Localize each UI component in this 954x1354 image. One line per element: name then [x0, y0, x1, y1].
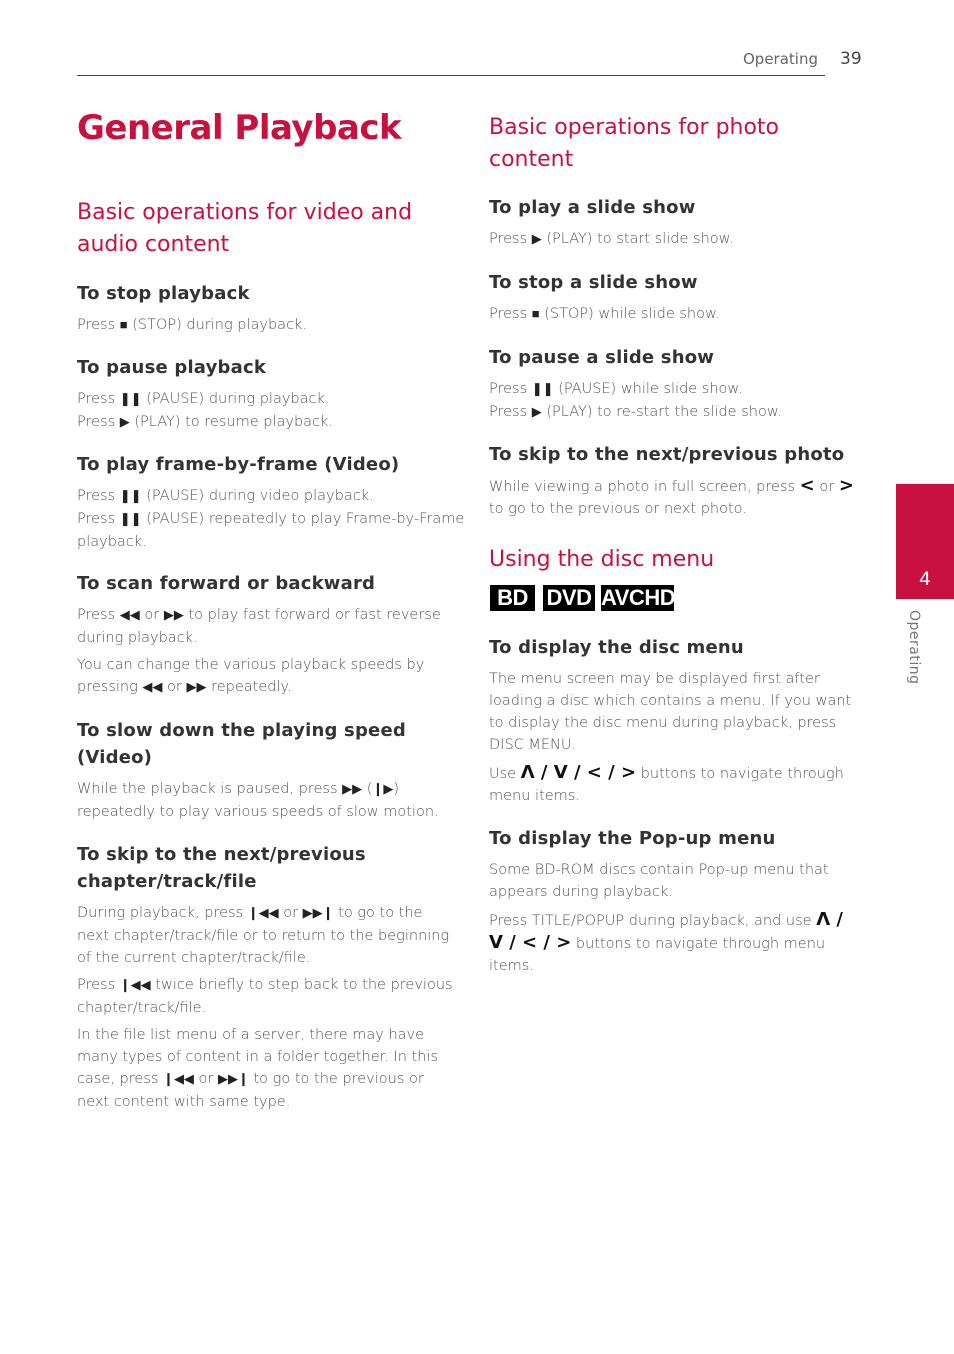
text: In the file list menu of a server, there may have — [77, 1027, 425, 1043]
subheading-pause-playback: To pause playback — [77, 357, 267, 378]
skip-previous-icon: ❙◀◀ — [163, 1072, 194, 1087]
header-divider — [77, 75, 825, 76]
text: many types of content in a folder together. In this — [77, 1049, 439, 1065]
text: (PAUSE) while slide show. — [558, 381, 743, 397]
text: (PLAY) to resume playback. — [134, 414, 334, 430]
header-section-name: Operating — [743, 50, 818, 68]
text: (PLAY) to re-start the slide show. — [546, 404, 782, 420]
stop-icon: ■ — [119, 318, 128, 333]
text: items. — [489, 958, 534, 974]
text: or — [198, 1071, 214, 1087]
text: to go to the previous or next photo. — [489, 501, 747, 517]
fast-forward-icon: ▶▶ — [186, 680, 207, 695]
text: buttons to navigate through — [640, 766, 844, 782]
subheading-play-slide-show: To play a slide show — [489, 197, 696, 218]
text: menu items. — [489, 788, 580, 804]
rewind-icon: ◀◀ — [119, 608, 140, 623]
text: during playback. — [77, 630, 198, 646]
bd-badge: BD — [490, 585, 535, 611]
subheading-scan: To scan forward or backward — [77, 573, 376, 594]
text: DISC MENU. — [489, 737, 577, 753]
heading-line: chapter/track/file — [77, 871, 257, 892]
popup-menu-text-1 — [489, 859, 829, 903]
text: buttons to navigate through menu — [575, 936, 826, 952]
text: Press — [489, 231, 528, 247]
subheading-pause-slide-show: To pause a slide show — [489, 347, 715, 368]
display-disc-menu-text-2 — [489, 762, 844, 807]
rewind-icon: ◀◀ — [142, 680, 163, 695]
page-title: General Playback — [77, 108, 402, 148]
chevron-right-icon: > — [838, 475, 854, 496]
text: loading a disc which contains a menu. If you want — [489, 693, 852, 709]
fast-forward-icon: ▶▶ — [342, 782, 363, 797]
text: next chapter/track/file or to return to the beginning — [77, 928, 450, 944]
step-icon: ❙▶ — [372, 782, 394, 797]
text: Press — [489, 381, 528, 397]
play-icon: ▶ — [119, 415, 130, 430]
play-icon: ▶ — [531, 232, 542, 247]
text: (PLAY) to start slide show. — [546, 231, 734, 247]
text: ( — [366, 781, 373, 797]
text: Press — [77, 488, 116, 504]
text: During playback, press — [77, 905, 244, 921]
skip-photo-text — [489, 475, 854, 520]
text: Press — [489, 404, 528, 420]
pause-slide-show-text — [489, 378, 782, 424]
subheading-slow-down — [77, 717, 406, 771]
text: repeatedly to play various speeds of slow motion. — [77, 804, 439, 820]
skip-chapter-text-2 — [77, 974, 453, 1019]
heading-line: Basic operations for video and — [77, 200, 413, 225]
text: Press — [77, 977, 116, 993]
popup-menu-text-2 — [489, 909, 843, 977]
text: or — [144, 607, 160, 623]
text: twice briefly to step back to the previous — [155, 977, 453, 993]
chapter-tab-label: Operating — [906, 610, 922, 685]
text: Use — [489, 766, 517, 782]
text: While the playback is paused, press — [77, 781, 338, 797]
heading-line: Basic operations for photo — [489, 115, 780, 140]
skip-chapter-text-3 — [77, 1024, 438, 1113]
text: repeatedly. — [211, 679, 292, 695]
play-icon: ▶ — [531, 405, 542, 420]
play-slide-show-text — [489, 228, 734, 251]
scan-text-2 — [77, 654, 424, 699]
heading-line: audio content — [77, 232, 230, 257]
text: Some BD-ROM discs contain Pop-up menu that — [489, 862, 829, 878]
text: case, press — [77, 1071, 159, 1087]
text: Press — [77, 391, 116, 407]
text: Press TITLE/POPUP during playback, and use — [489, 913, 812, 929]
text: to display the disc menu during playback, press — [489, 715, 837, 731]
skip-previous-icon: ❙◀◀ — [119, 978, 151, 993]
text: next content with same type. — [77, 1094, 291, 1110]
heading-line: (Video) — [77, 747, 153, 768]
text: to play fast forward or fast reverse — [188, 607, 441, 623]
direction-arrows-icon: V / < / > — [489, 932, 572, 953]
text: (PAUSE) during playback. — [146, 391, 330, 407]
skip-chapter-text-1 — [77, 902, 449, 969]
subheading-skip-photo: To skip to the next/previous photo — [489, 444, 845, 465]
direction-arrows-icon: Λ / — [816, 909, 843, 930]
section-heading-photo — [489, 112, 779, 176]
text: appears during playback. — [489, 884, 673, 900]
subheading-stop-playback: To stop playback — [77, 283, 250, 304]
subheading-stop-slide-show: To stop a slide show — [489, 272, 698, 293]
skip-previous-icon: ❙◀◀ — [247, 906, 279, 921]
text: ) — [393, 781, 399, 797]
pause-icon: ❚❚ — [119, 489, 142, 504]
section-heading-video-audio — [77, 197, 412, 261]
text: Press — [77, 317, 116, 333]
chevron-left-icon: < — [799, 475, 815, 496]
subheading-display-disc-menu: To display the disc menu — [489, 637, 744, 658]
stop-playback-text — [77, 314, 307, 337]
text: of the current chapter/track/file. — [77, 950, 311, 966]
direction-arrows-icon: Λ / V / < / > — [520, 762, 637, 783]
text: You can change the various playback speeds by — [77, 657, 425, 673]
text: Press — [77, 607, 116, 623]
text: or — [819, 479, 835, 495]
dvd-badge: DVD — [543, 585, 595, 611]
text: pressing — [77, 679, 138, 695]
text: chapter/track/file. — [77, 1000, 207, 1016]
skip-next-icon: ▶▶❙ — [302, 906, 334, 921]
pause-icon: ❚❚ — [531, 382, 554, 397]
subheading-frame-by-frame: To play frame-by-frame (Video) — [77, 454, 400, 475]
slow-down-text — [77, 778, 439, 823]
skip-next-icon: ▶▶❙ — [218, 1072, 249, 1087]
stop-slide-show-text — [489, 303, 720, 326]
text: Press — [489, 306, 528, 322]
pause-playback-text — [77, 388, 333, 434]
pause-icon: ❚❚ — [119, 512, 142, 527]
heading-line: content — [489, 147, 574, 172]
pause-icon: ❚❚ — [119, 392, 142, 407]
text: (STOP) while slide show. — [544, 306, 721, 322]
text: While viewing a photo in full screen, press — [489, 479, 796, 495]
text: Press — [77, 511, 116, 527]
text: (PAUSE) repeatedly to play Frame-by-Frame — [146, 511, 465, 527]
text: to go to the — [338, 905, 423, 921]
chapter-number: 4 — [918, 568, 932, 590]
text: (STOP) during playback. — [132, 317, 308, 333]
heading-line: To skip to the next/previous — [77, 844, 366, 865]
subheading-skip-chapter — [77, 841, 366, 895]
text: (PAUSE) during video playback. — [146, 488, 374, 504]
chapter-tab — [896, 484, 954, 599]
text: or — [283, 905, 299, 921]
text: Press — [77, 414, 116, 430]
frame-by-frame-text — [77, 485, 464, 553]
stop-icon: ■ — [531, 307, 540, 322]
page-number: 39 — [840, 49, 862, 69]
fast-forward-icon: ▶▶ — [163, 608, 184, 623]
display-disc-menu-text-1 — [489, 668, 851, 756]
avchd-badge: AVCHD — [601, 585, 676, 610]
scan-text-1 — [77, 604, 441, 649]
text: playback. — [77, 534, 147, 550]
text: to go to the previous or — [253, 1071, 424, 1087]
text: The menu screen may be displayed first after — [489, 671, 820, 687]
heading-line: To slow down the playing speed — [77, 720, 406, 741]
section-heading-disc-menu: Using the disc menu — [489, 547, 715, 572]
subheading-display-popup-menu: To display the Pop-up menu — [489, 828, 776, 849]
text: or — [167, 679, 182, 695]
